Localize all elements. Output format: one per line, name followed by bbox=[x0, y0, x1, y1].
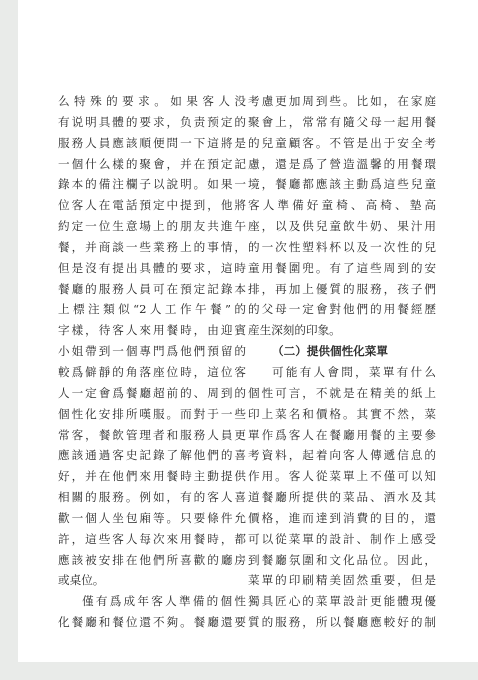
text-line: 化餐廳和餐位還不夠。餐廳還要 bbox=[58, 615, 246, 630]
text-line: 作用。客人從菜單上不僅可以知 bbox=[248, 469, 436, 484]
text-line: 排，再加上優質的服務，孩子們 bbox=[248, 281, 436, 296]
text-line: 到餐廳氛圍和文化品位。因此， bbox=[248, 552, 436, 567]
text-line: 一個什么樣的聚會，并在預定記 bbox=[58, 156, 246, 171]
text-line: 個性化安排所嘆服。而對于一些 bbox=[58, 406, 246, 421]
text-line: 聚會上，常常有隨父母一起用餐 bbox=[248, 114, 436, 129]
text-line: 的一次性塑料杯以及一次性的兒 bbox=[248, 239, 436, 254]
text-line: 的兒童顧客。不管是出于安全考 bbox=[248, 135, 436, 150]
text-line: 菜單的印刷精美固然重要，但是 bbox=[248, 573, 436, 588]
text-line: 單作爲客人在餐廳用餐的主要參 bbox=[248, 427, 436, 442]
text-line: 僅有爲成年客人準備的個性 bbox=[82, 594, 246, 609]
text-line: 考慮更加周到些。比如，在家庭 bbox=[248, 94, 436, 108]
text-line: 人一定會爲餐廳超前的、周到的 bbox=[58, 385, 246, 400]
text-line: 印上菜名和價格。其實不然，菜 bbox=[248, 406, 436, 421]
text-line: 好，并在他們來用餐時主動提供 bbox=[58, 469, 246, 484]
text-line: 約定一位生意場上的朋友共進午 bbox=[58, 219, 246, 234]
text-line: 但是沒有提出具體的要求，這時 bbox=[58, 260, 246, 275]
text-line: 道餐廳所提供的菜品、酒水及其 bbox=[248, 490, 436, 505]
text-line: 應該被安排在他們所喜歡的廳房 bbox=[58, 552, 246, 567]
text-line: 座，以及供兒童飲牛奶、果汁用 bbox=[248, 219, 436, 234]
text-line: 童用餐圍兜。有了這些周到的安 bbox=[248, 260, 436, 275]
text-line: 小姐帶到一個專門爲他們預留的 bbox=[58, 344, 246, 359]
text-line: 考資料，起着向客人傳遞信息的 bbox=[248, 448, 436, 463]
text-line: 字樣，待客人來用餐時，由迎賓 bbox=[58, 323, 246, 338]
text-line: 質的服務，所以餐廳應較好的制 bbox=[248, 615, 436, 630]
text-line: 或桌位。 bbox=[58, 573, 105, 588]
text-line: 慮，還是爲了營造溫馨的用餐環 bbox=[248, 156, 436, 171]
text-line: 錄本的備注欄子以說明。如果一 bbox=[58, 177, 246, 192]
document-page bbox=[18, 0, 478, 662]
text-line: 客人準備好童椅、高椅、墊高 bbox=[248, 198, 436, 213]
text-line: 較爲僻靜的角落座位時，這位客 bbox=[58, 364, 246, 379]
text-line: 服務人員應該順便問一下這將是 bbox=[58, 135, 246, 150]
text-line: 歡一個人坐包廂等。只要條件允 bbox=[58, 510, 246, 525]
text-line: 可能有人會問，菜單有什么 bbox=[272, 364, 436, 379]
text-line: 産生深刻的印象。 bbox=[248, 323, 341, 338]
text-line: 位客人在電話預定中提到，他將 bbox=[58, 198, 246, 213]
text-line: 的父母一定會對他們的用餐經歷 bbox=[248, 302, 436, 317]
text-line: 境，餐廳都應該主動爲這些兒童 bbox=[248, 177, 436, 192]
text-line: 么特殊的要求。如果客人没 bbox=[58, 94, 246, 108]
text-column-left bbox=[58, 91, 246, 633]
text-line: 可以從菜單的設計、制作上感受 bbox=[248, 531, 436, 546]
text-column-right bbox=[248, 91, 436, 633]
text-line: 有说明具體的要求，负责预定的 bbox=[58, 114, 246, 129]
text-line: 相關的服務。例如，有的客人喜 bbox=[58, 490, 246, 505]
text-line: 常客，餐飲管理者和服務人員更 bbox=[58, 427, 246, 442]
text-line: 個性可言，不就是在精美的紙上 bbox=[248, 385, 436, 400]
text-line: 餐，并商談一些業務上的事情， bbox=[58, 239, 246, 254]
text-line: 價格，進而達到消費的目的，還 bbox=[248, 510, 436, 525]
text-line: 許，這些客人每次來用餐時，都 bbox=[58, 531, 246, 546]
section-heading: （二）提供個性化菜單 bbox=[272, 344, 388, 359]
text-line: 上標注類似“2人工作午餐”的 bbox=[58, 302, 246, 317]
text-line: 應該通過客史記錄了解他們的喜 bbox=[58, 448, 246, 463]
text-line: 餐廳的服務人員可在預定記錄本 bbox=[58, 281, 246, 296]
text-line: 獨具匠心的菜單設計更能體現優 bbox=[248, 594, 436, 609]
